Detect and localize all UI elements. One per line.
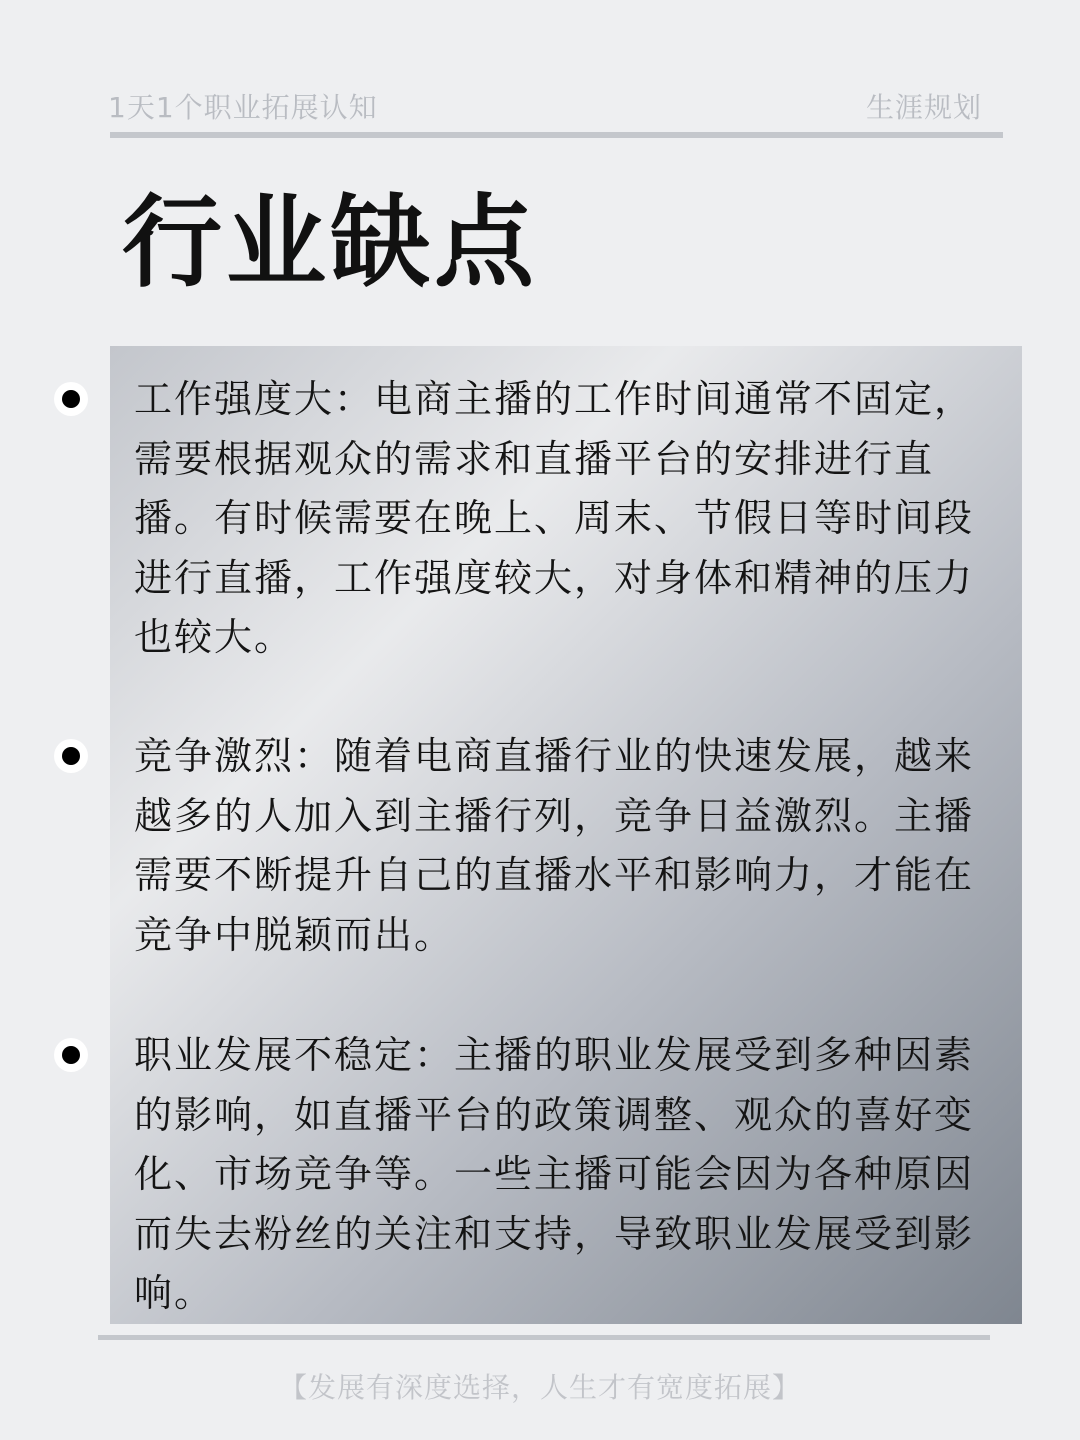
list-item-competition: 竞争激烈：随着电商直播行业的快速发展，越来越多的人加入到主播行列，竞争日益激烈。主播需要不断提升自己的直播水平和影响力，才能在竞争中脱颖而出。 [134,734,975,957]
category-label: 生涯规划 [865,91,982,124]
top-divider [110,132,1003,138]
list-item-career-instability: 职业发展不稳定：主播的职业发展受到多种因素的影响，如直播平台的政策调整、观众的喜好变化、市场竞争等。一些主播可能会因为各种原因而失去粉丝的关注和支持，导致职业发展受到影响。 [134,1033,975,1315]
bullet-dot-icon [54,739,88,773]
bullet-dot-icon [54,1038,88,1072]
list-item-workload: 工作强度大：电商主播的工作时间通常不固定，需要根据观众的需求和直播平台的安排进行直播。有时候需要在晚上、周末、节假日等时间段进行直播，工作强度较大，对身体和精神的压力也较大。 [134,377,975,659]
bullet-dot-icon [54,382,88,416]
series-label: 1天1个职业拓展认知 [108,91,378,124]
page-title: 行业缺点 [122,184,538,301]
bottom-divider [98,1335,990,1340]
footer-slogan: 【发展有深度选择，人生才有宽度拓展】 [278,1371,801,1404]
